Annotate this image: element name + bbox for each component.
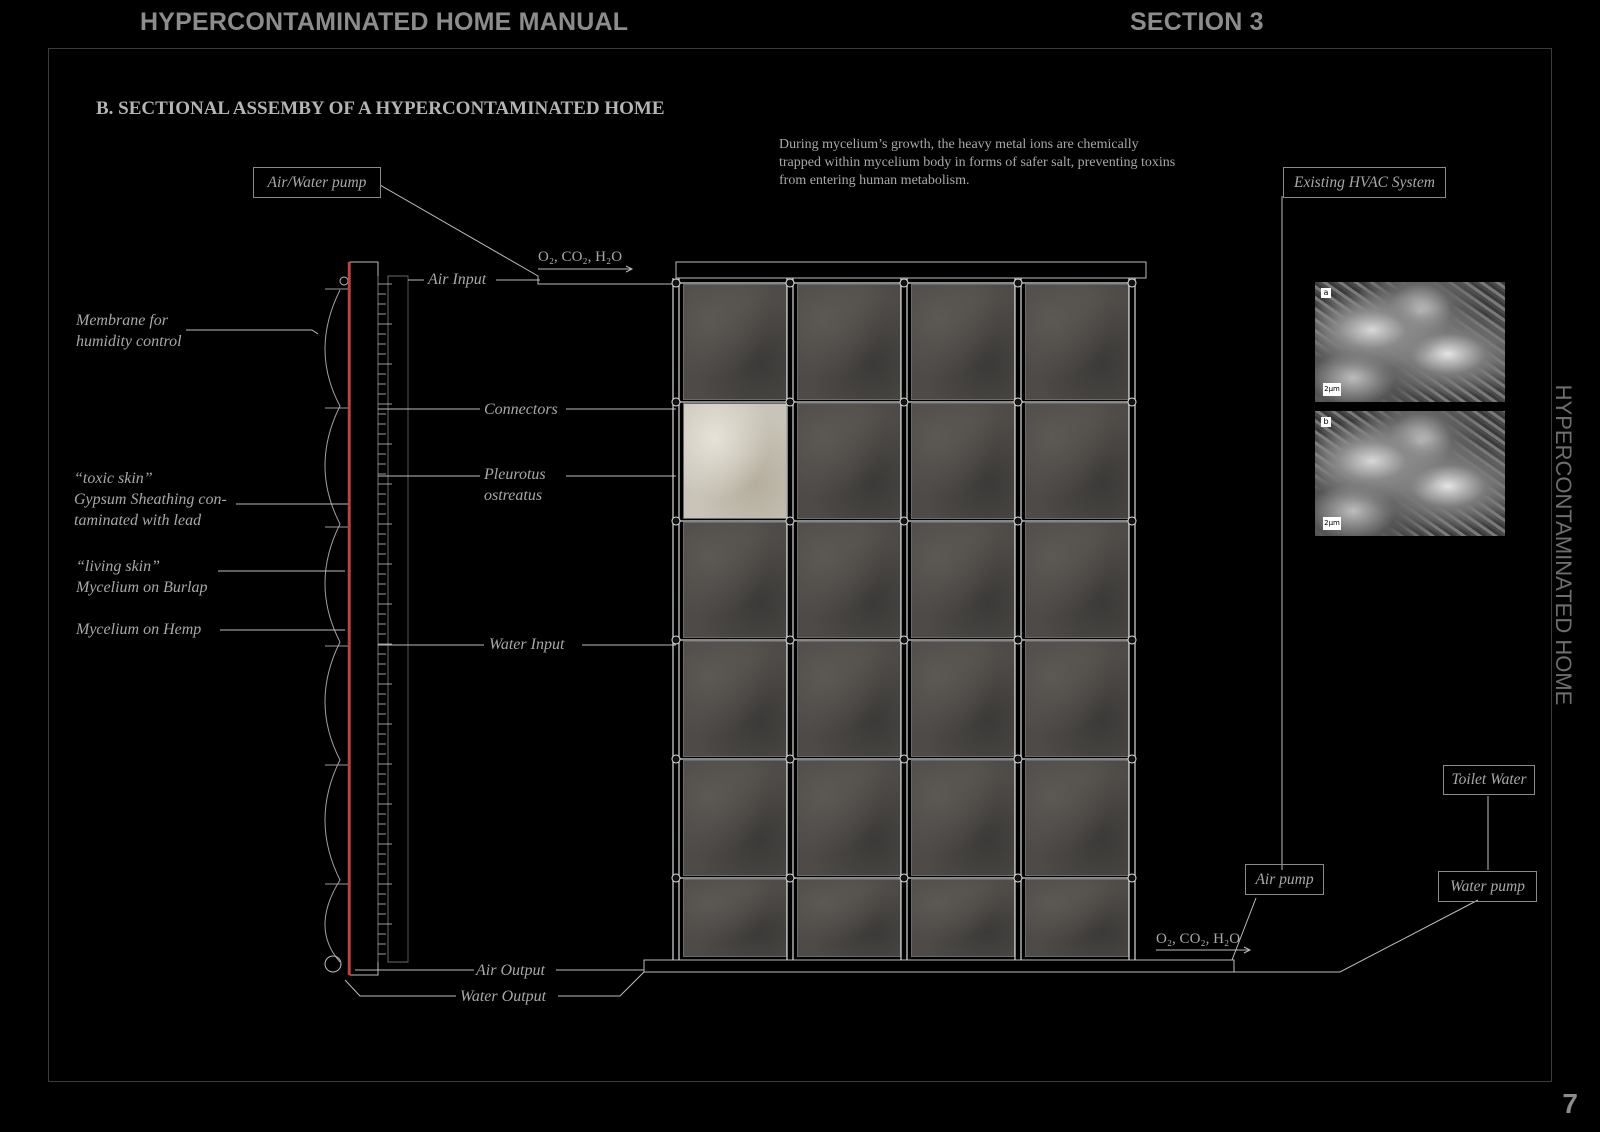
connectors-label: Connectors: [484, 401, 558, 418]
membrane-label: [76, 310, 182, 352]
connector-node: [1128, 755, 1136, 763]
existing-hvac-box: Existing HVAC System: [1283, 167, 1446, 198]
connector-node: [900, 517, 908, 525]
water-output-leader-left: [345, 980, 456, 996]
connector-node: [672, 517, 680, 525]
connector-node: [1014, 398, 1022, 406]
connector-node: [1128, 517, 1136, 525]
toxic-skin-label-line: “toxic skin”: [74, 470, 153, 487]
connector-node: [1014, 874, 1022, 882]
sidebar-title-text: HYPERCONTAMINATED HOME: [1551, 384, 1576, 706]
air-pump-link: [1232, 898, 1256, 960]
scale-bar: 2μm: [1323, 383, 1341, 396]
connector-node: [786, 874, 794, 882]
membrane-label-line: Membrane for: [76, 312, 168, 329]
mycelium-description: During mycelium’s growth, the heavy metal ions are chemically trapped within mycelium body in forms of safer salt, preventing toxins from entering human metabolism.: [779, 137, 1176, 188]
toxic-skin-label-line: Gypsum Sheathing con-: [74, 491, 227, 508]
membrane-label-line: humidity control: [76, 333, 182, 350]
water-input-label: Water Input: [489, 636, 565, 653]
connector-node: [786, 279, 794, 287]
living-skin-label-line: Mycelium on Burlap: [76, 579, 208, 596]
air-pump-box: Air pump: [1245, 864, 1324, 895]
water-outlet-node: [325, 956, 341, 972]
manual-title: HYPERCONTAMINATED HOME MANUAL: [140, 8, 629, 36]
micrograph-tag: b: [1321, 417, 1331, 427]
pleurotus-label-line: ostreatus: [484, 487, 543, 504]
water-pump-box: Water pump: [1438, 871, 1537, 902]
base-plate: [644, 960, 1234, 972]
air-output-label: Air Output: [476, 962, 545, 979]
air-inlet-node: [340, 277, 348, 285]
connector-node: [1128, 874, 1136, 882]
micrograph-tag: a: [1321, 288, 1331, 298]
water-output-leader-right: [558, 972, 644, 996]
section-label: SECTION 3: [1130, 8, 1264, 36]
toxic-skin-label-line: taminated with lead: [74, 512, 202, 529]
top-beam: [676, 262, 1146, 278]
connector-node: [900, 279, 908, 287]
connector-node: [1128, 636, 1136, 644]
scale-bar: 2μm: [1323, 517, 1341, 530]
connector-node: [672, 874, 680, 882]
connector-node: [1128, 398, 1136, 406]
connector-node: [672, 398, 680, 406]
connector-node: [900, 755, 908, 763]
diagram-title: B. SECTIONAL ASSEMBY OF A HYPERCONTAMINATED HOME: [96, 98, 665, 119]
connector-node: [900, 636, 908, 644]
connector-node: [900, 398, 908, 406]
connector-node: [1128, 279, 1136, 287]
page-number: 7: [1562, 1088, 1578, 1119]
connector-node: [786, 636, 794, 644]
connector-node: [900, 874, 908, 882]
mycelium-layer: [388, 276, 408, 962]
pleurotus-label: [484, 464, 546, 506]
air-input-label: Air Input: [428, 271, 487, 288]
connector-node: [1014, 517, 1022, 525]
gas-exchange-top: O₂, CO₂, H₂O: [538, 249, 623, 265]
hemp-label: Mycelium on Hemp: [76, 621, 202, 638]
connector-node: [672, 636, 680, 644]
sem-micrograph-a: [1315, 282, 1505, 402]
water-output-label: Water Output: [460, 988, 547, 1005]
connector-node: [672, 279, 680, 287]
connector-node: [672, 755, 680, 763]
connector-node: [1014, 755, 1022, 763]
connector-node: [786, 398, 794, 406]
membrane-leader: [186, 330, 318, 334]
membrane-curve: [325, 290, 340, 962]
water-pump-link: [1234, 900, 1478, 972]
wall-section-outline: [350, 262, 378, 975]
toxic-skin-label: [74, 468, 227, 531]
living-skin-label-line: “living skin”: [76, 558, 161, 575]
living-skin-label: [76, 556, 208, 598]
sem-micrograph-b: [1315, 411, 1505, 536]
connector-node: [786, 755, 794, 763]
connector-node: [1014, 636, 1022, 644]
connector-node: [1014, 279, 1022, 287]
toilet-water-box: Toilet Water: [1443, 765, 1535, 795]
gas-exchange-bottom: O₂, CO₂, H₂O: [1156, 931, 1241, 947]
connector-node: [786, 517, 794, 525]
pleurotus-label-line: Pleurotus: [484, 466, 546, 483]
air-water-pump-box: Air/Water pump: [253, 167, 381, 198]
